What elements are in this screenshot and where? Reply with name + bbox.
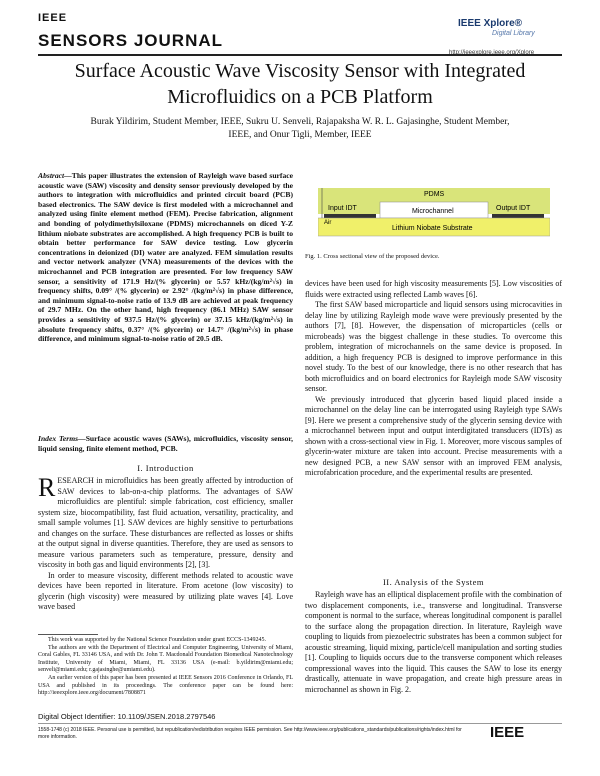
intro-body — [38, 473, 293, 613]
right-column-body — [305, 279, 562, 479]
ieee-header-label: IEEE — [38, 12, 68, 24]
index-terms — [38, 434, 293, 453]
authors-line-2: IEEE, and Onur Tigli, Member, IEEE — [228, 130, 372, 140]
output-idt-electrode — [492, 214, 544, 218]
analysis-paragraph-1: Rayleigh wave has an elliptical displacement profile with the combination of two displacement components, i.e., transverse and longitudinal. Transverse component is normal to the surface, whereas longitudinal component is parallel to the surface along the propagation direction. In literature, Rayleigh wave coupling to liquids from piezoelectric substrates has been a common subject for acoustic streaming, liquid mixing, particle/cell manipulation and sorting studies [1]. Coupling to liquids occurs due to the transverse component which releases compressional waves into the liquid. This causes the SAW to lose its energy drastically, attenuate in wave propagation, and create high pressure areas in microchannel as shown in Fig. 2. — [305, 590, 562, 694]
intro-paragraph-2: In order to measure viscosity, different methods related to acoustic wave devices have been reported in literature. From acetone (low viscosity) to glycerin (high viscosity) were measured by utilizing plate waves [4]. Love wave based — [38, 570, 293, 611]
footnote-rule — [38, 634, 98, 635]
section-2-heading: II. Analysis of the System — [382, 577, 485, 587]
footnote-affiliations: The authors are with the Department of Electrical and Computer Engineering, University of Miami, Coral Gables, FL 33146 USA, and with Dr. John T. Macdonald Foundation Biomedical Nanotechnology Institute, University of Miami, Miami, FL 33136 USA (e-mail: b.yildirim@miami.edu; senveli@miami.edu; r.gajasinghe@umiami.edu). — [38, 644, 293, 674]
substrate-label: Lithium Niobate Substrate — [392, 225, 473, 232]
figure-1 — [318, 182, 550, 248]
figure-1-diagram — [318, 182, 550, 248]
footnotes — [38, 637, 293, 698]
right-paragraph-1: The first SAW based microparticle and liquid sensors using microcavities in delay line by utilizing Rayleigh mode wave were previously presented by the authors [7], [8]. However, the dispensation of microparticles (cells or microbeads) was the biggest challenge in these studies. To overcome this problem, integration of microchannels on the same device is proposed. In addition, a high frequency PCB is designed to improve performance in this novel study. To the best of our knowledge, there is no other research that has both microfluidics and on board electronics for Rayleigh mode SAW viscosity sensor. — [305, 300, 562, 393]
input-idt-electrode — [324, 214, 376, 218]
microchannel-label: Microchannel — [412, 208, 454, 215]
authors-line-1: Burak Yildirim, Student Member, IEEE, Sukru U. Senveli, Rajapaksha W. R. L. Gajasinghe, Student Member, — [90, 117, 510, 127]
section-1-heading: I. Introduction — [137, 463, 194, 473]
abstract — [38, 171, 293, 344]
drop-cap: R — [38, 473, 56, 502]
pdms-label: PDMS — [424, 191, 445, 198]
right-paragraph-2: We previously introduced that glycerin based liquid placed inside a microchannel on the delay line can be interrogated using Rayleigh type SAWs [9]. Here we present a comprehensive study of the glycerin sensing device with a microchannel between input and output interdigitated transducers (IDTs) as shown with a cross-sectional view in Fig. 1. Moreover, more viscous samples of glycerin-water mixture are taken into account. Precise measurements with a new designed PCB, a new SAW sensor with an improved FEM analysis, microfabrication procedure, and the experimental results are presented. — [305, 394, 562, 477]
abstract-label: Abstract— — [38, 171, 72, 180]
doi[interactable]: Digital Object Identifier: 10.1109/JSEN.2018.2797546 — [38, 712, 216, 721]
air-label: Air — [324, 220, 332, 226]
ieee-xplore-logo: IEEE Xplore® — [458, 18, 523, 29]
right-paragraph-0: devices have been used for high viscosity measurements [5]. Low viscosities of fluids were extracted using reflected Lamb waves [6]. — [305, 279, 562, 299]
figure-1-caption: Fig. 1. Cross sectional view of the proposed device. — [305, 253, 440, 260]
journal-name: SENSORS JOURNAL — [38, 31, 224, 50]
index-terms-text: Surface acoustic waves (SAWs), microfluidics, viscosity sensor, liquid sensing, finite element method, PCB. — [38, 434, 294, 453]
copyright-notice: 1558-1748 (c) 2018 IEEE. Personal use is permitted, but republication/redistribution requires IEEE permission. See http://www.ieee.org/publications_standards/publications/rights/index.html for more information. — [38, 727, 462, 740]
index-terms-label: Index Terms— — [38, 434, 86, 443]
ieee-logo: IEEE — [490, 724, 525, 741]
ieee-xplore-url[interactable]: http://ieeexplore.ieee.org/Xplore — [449, 50, 535, 56]
ieee-xplore-subtitle: Digital Library — [492, 30, 535, 37]
footnote-funding: This work was supported by the National Science Foundation under grant ECCS-1349245. — [48, 637, 266, 643]
abstract-text: This paper illustrates the extension of Rayleigh wave based surface acoustic wave (SAW) viscosity and density sensor previously developed by the authors to integration with microfluidics and printed circuit board (PCB) based electronics. The SAW device is first modeled with a microchannel and analyzed using finite element method (FEM). Precise fabrication, alignment and bonding of polydimethylsiloxane (PDMS) microchannels on diced Y-Z lithium niobate substrates are accomplished. A high frequency PCB is built to obtain better performance for SAW device testing. Low glycerin concentrations in deionized (DI) water are analyzed. FEM simulation results and vector network analyzer (VNA) measurements of the devices with the microchannel and PCB integration are presented. For low frequency SAW sensor, a sensitivity of 171.9 Hz/(% glycerin) or 5.57 kHz/(kg/m²√s) in frequency shifts, 0.09° /(% glycerin) or 2.92° /(kg/m²√s) in phase difference, and minimum signal-to-noise ratio of 13.9 dB are achieved at peak frequency of 29.7 MHz. On the other hand, high frequency (86.1 MHz) SAW sensor provides a sensitivity of 937.5 Hz/(% glycerin) or 37.15 kHz/(kg/m²√s) in absolute frequency shifts, 0.37° /(% glycerin) or 14.7° /(kg/m²√s) in phase difference, and minimum signal-to-noise ratio of 20.5 dB. — [38, 171, 293, 344]
intro-paragraph-1-text: ESEARCH in microfluidics has been greatly affected by introduction of SAW devices to lab-on-a-chip platforms. The advantages of SAW microfluidics are plentiful: simple fabrication, cost efficiency, smaller system size, biocompatibility, fast fluid actuation, versatility, practicality, and small sample volumes [1]. SAW devices are highly sensitive to perturbations and changes on the surface. These disturbances are reflected as losses or shifts at the output signal in diverse quantities. Therefore, they are used as sensors to measure various parameters such as temperature, pressure, density and viscosity in both gas and liquid environments [2], [3]. — [38, 476, 293, 569]
paper-authors — [60, 116, 540, 142]
footnote-earlier-version: An earlier version of this paper has been presented at IEEE Sensors 2016 Conference in Orlando, FL USA and published in its proceedings. The conference paper can be found here: http://ieeexplore.ieee.org/document/7808871 — [38, 674, 293, 697]
analysis-body — [305, 590, 562, 695]
paper-title: Surface Acoustic Wave Viscosity Sensor with Integrated Microfluidics on a PCB Platform — [74, 60, 526, 108]
output-idt-label: Output IDT — [496, 205, 531, 212]
input-idt-label: Input IDT — [328, 205, 357, 212]
intro-paragraph-1 — [38, 473, 293, 571]
bottom-rule — [38, 723, 562, 724]
